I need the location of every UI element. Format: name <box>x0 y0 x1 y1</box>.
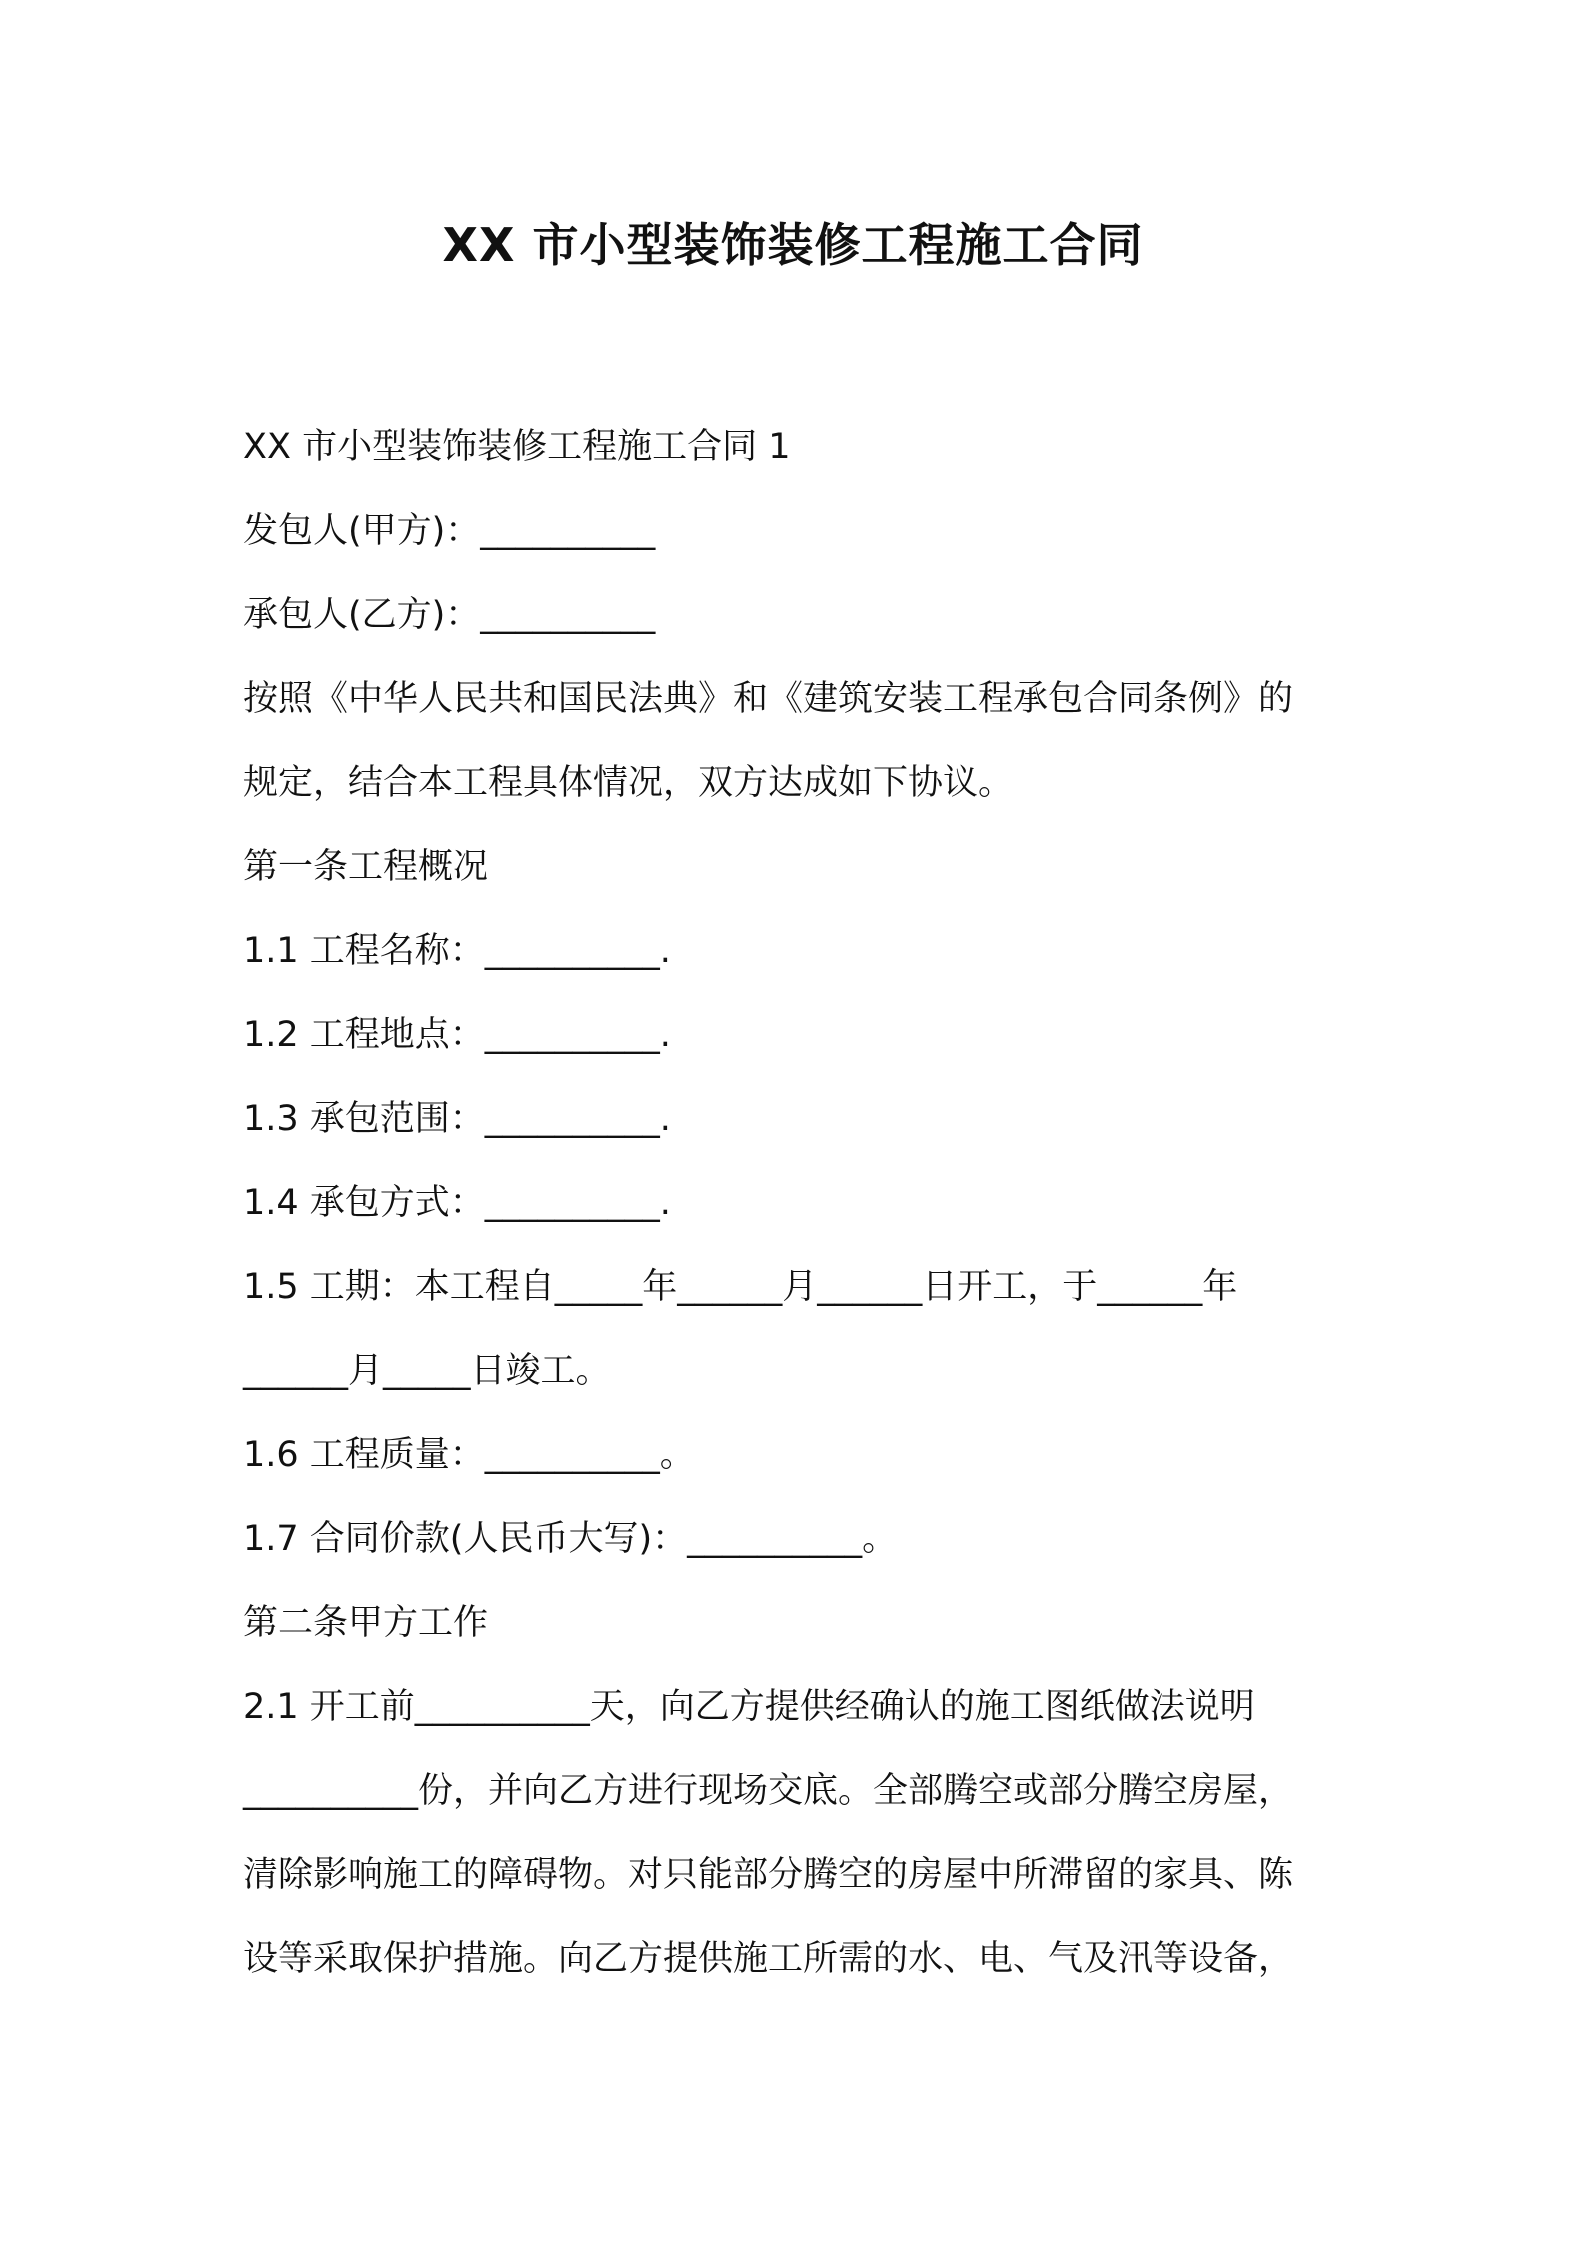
clause-1-5-line-2: ______月_____日竣工。 <box>243 1351 611 1391</box>
document-title: XX 市小型装饰装修工程施工合同 <box>442 218 1144 272</box>
article-1-heading: 第一条工程概况 <box>243 847 489 887</box>
clause-1-6: 1.6 工程质量：__________。 <box>243 1435 695 1475</box>
clause-2-1-line-1: 2.1 开工前__________天，向乙方提供经确认的施工图纸做法说明 <box>243 1687 1255 1727</box>
clause-1-5-line-1: 1.5 工期：本工程自_____年______月______日开工，于______年 <box>243 1267 1238 1307</box>
clause-1-3: 1.3 承包范围：__________. <box>243 1099 671 1139</box>
article-2-heading: 第二条甲方工作 <box>243 1603 489 1643</box>
clause-2-1-line-4: 设等采取保护措施。向乙方提供施工所需的水、电、气及汛等设备， <box>243 1939 1294 1979</box>
preamble-line-2: 规定，结合本工程具体情况，双方达成如下协议。 <box>243 763 1014 803</box>
party-b-line: 承包人(乙方)：__________ <box>243 595 656 635</box>
subtitle-line: XX 市小型装饰装修工程施工合同 1 <box>243 427 791 467</box>
clause-2-1-line-3: 清除影响施工的障碍物。对只能部分腾空的房屋中所滞留的家具、陈 <box>243 1855 1294 1895</box>
party-a-line: 发包人(甲方)：__________ <box>243 511 656 551</box>
document-body <box>243 405 1353 2001</box>
clause-1-7: 1.7 合同价款(人民币大写)：__________。 <box>243 1519 898 1559</box>
clause-2-1-line-2: __________份，并向乙方进行现场交底。全部腾空或部分腾空房屋， <box>243 1771 1294 1811</box>
preamble-line-1: 按照《中华人民共和国民法典》和《建筑安装工程承包合同条例》的 <box>243 679 1294 719</box>
clause-1-1: 1.1 工程名称：__________. <box>243 931 671 971</box>
clause-1-2: 1.2 工程地点：__________. <box>243 1015 671 1055</box>
clause-1-4: 1.4 承包方式：__________. <box>243 1183 671 1223</box>
